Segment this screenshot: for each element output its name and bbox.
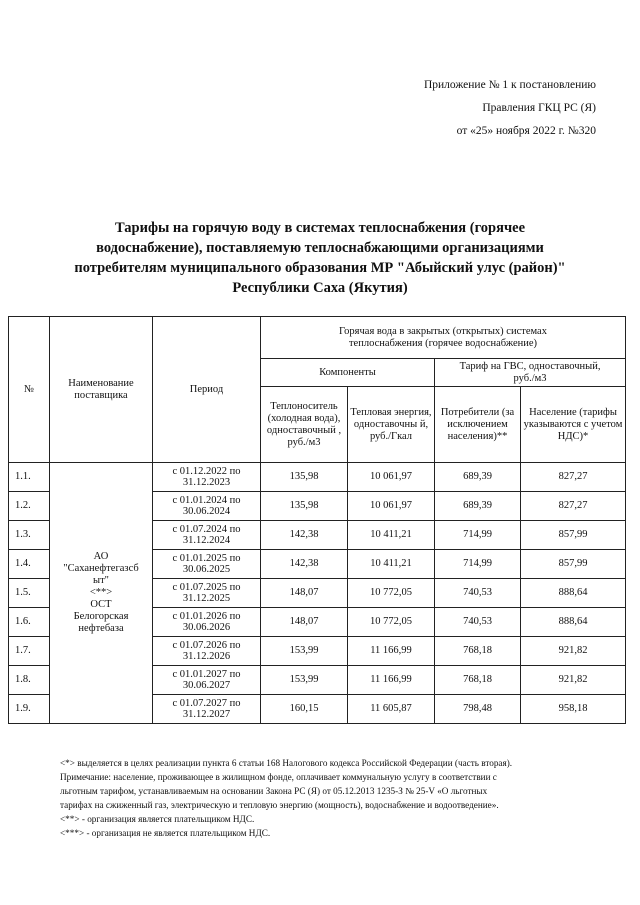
population-value: 921,82 (521, 666, 626, 695)
consumers-value: 689,39 (435, 492, 521, 521)
title-line-4: Республики Саха (Якутия) (232, 280, 408, 296)
period-to: 31.12.2027 (182, 709, 231, 720)
row-num: 1.3. (9, 521, 50, 550)
period-cell (153, 492, 261, 521)
appendix-line-3: от «25» ноября 2022 г. №320 (456, 125, 596, 137)
title-line-3: потребителям муниципального образования МР "Абыйский улус (район)" (74, 260, 566, 276)
row-num: 1.7. (9, 637, 50, 666)
footnote-vat-payer: <**> - организация является плательщиком НДС. (60, 814, 255, 824)
carrier-value: 135,98 (261, 463, 348, 492)
header-carrier: Теплоноситель (холодная вода), одноставочный , руб./м3 (261, 387, 348, 463)
appendix-header (424, 74, 596, 143)
header-tariff-gvs: Тариф на ГВС, одноставочный, руб./м3 (435, 359, 626, 387)
population-value: 857,99 (521, 521, 626, 550)
supplier-line: "Саханефтегазсб (63, 563, 139, 574)
header-components: Компоненты (261, 359, 435, 387)
header-consumers: Потребители (за исключением населения)** (435, 387, 521, 463)
consumers-value: 714,99 (435, 550, 521, 579)
header-hot-water: Горячая вода в закрытых (открытых) системах теплоснабжения (горячее водоснабжение) (261, 317, 626, 359)
energy-value: 11 605,87 (348, 695, 435, 724)
energy-value: 11 166,99 (348, 637, 435, 666)
consumers-value: 689,39 (435, 463, 521, 492)
period-from: с 01.07.2027 по (172, 698, 241, 709)
header-num: № (9, 317, 50, 463)
row-num: 1.8. (9, 666, 50, 695)
period-cell (153, 637, 261, 666)
energy-value: 11 166,99 (348, 666, 435, 695)
consumers-value: 714,99 (435, 521, 521, 550)
footnote-non-vat-payer: <***> - организация не является плательщиком НДС. (60, 828, 271, 838)
period-cell (153, 695, 261, 724)
period-from: с 01.12.2022 по (172, 466, 241, 477)
row-num: 1.4. (9, 550, 50, 579)
carrier-value: 153,99 (261, 666, 348, 695)
period-from: с 01.07.2025 по (172, 582, 241, 593)
energy-value: 10 772,05 (348, 608, 435, 637)
row-num: 1.9. (9, 695, 50, 724)
carrier-value: 160,15 (261, 695, 348, 724)
footnote-remark-3: тарифах на сжиженный газ, электрическую и тепловую энергию (мощность), водоснабжение и водоотведение». (60, 800, 499, 810)
supplier-line: Белогорская (73, 611, 129, 622)
header-period: Период (153, 317, 261, 463)
consumers-value: 768,18 (435, 637, 521, 666)
consumers-value: 768,18 (435, 666, 521, 695)
tariff-table (8, 316, 626, 724)
header-supplier: Наименование поставщика (50, 317, 153, 463)
period-to: 31.12.2023 (182, 477, 231, 488)
carrier-value: 142,38 (261, 521, 348, 550)
consumers-value: 798,48 (435, 695, 521, 724)
consumers-value: 740,53 (435, 579, 521, 608)
period-from: с 01.01.2026 по (172, 611, 241, 622)
energy-value: 10 772,05 (348, 579, 435, 608)
period-from: с 01.01.2025 по (172, 553, 241, 564)
document-title (30, 218, 610, 298)
period-to: 30.06.2025 (182, 564, 231, 575)
period-cell (153, 666, 261, 695)
header-population: Население (тарифы указываются с учетом НДС)* (521, 387, 626, 463)
table-row (9, 463, 626, 492)
footnote-remark-1: Примечание: население, проживающее в жилищном фонде, оплачивает коммунальную услугу в соответствии с (60, 772, 497, 782)
energy-value: 10 061,97 (348, 492, 435, 521)
footnote-remark-2: льготным тарифом, устанавливаемым на основании Закона РС (Я) от 05.12.2013 1235-З № 25-V «О льготных (60, 786, 488, 796)
period-to: 30.06.2026 (182, 622, 231, 633)
title-line-1: Тарифы на горячую воду в системах теплоснабжения (горячее (114, 220, 526, 236)
population-value: 888,64 (521, 579, 626, 608)
period-cell (153, 463, 261, 492)
period-to: 31.12.2026 (182, 651, 231, 662)
footnote-vat-clause: <*> выделяется в целях реализации пункта 6 статьи 168 Налогового кодекса Российской Федерации (часть вторая). (60, 758, 513, 768)
period-to: 31.12.2025 (182, 593, 231, 604)
header-energy: Тепловая энергия, одноставочны й, руб./Гкал (348, 387, 435, 463)
consumers-value: 740,53 (435, 608, 521, 637)
period-from: с 01.01.2027 по (172, 669, 241, 680)
period-to: 30.06.2027 (182, 680, 231, 691)
row-num: 1.1. (9, 463, 50, 492)
population-value: 958,18 (521, 695, 626, 724)
population-value: 827,27 (521, 492, 626, 521)
supplier-line: ОСТ (90, 599, 112, 610)
supplier-line: ыт" (93, 575, 109, 586)
period-cell (153, 608, 261, 637)
period-to: 30.06.2024 (182, 506, 231, 517)
carrier-value: 148,07 (261, 579, 348, 608)
supplier-line: нефтебаза (78, 623, 124, 634)
footnotes (60, 756, 620, 840)
population-value: 921,82 (521, 637, 626, 666)
appendix-line-2: Правления ГКЦ РС (Я) (482, 102, 596, 114)
period-from: с 01.07.2024 по (172, 524, 241, 535)
population-value: 827,27 (521, 463, 626, 492)
period-cell (153, 550, 261, 579)
period-to: 31.12.2024 (182, 535, 231, 546)
row-num: 1.6. (9, 608, 50, 637)
row-num: 1.5. (9, 579, 50, 608)
energy-value: 10 411,21 (348, 550, 435, 579)
carrier-value: 148,07 (261, 608, 348, 637)
row-num: 1.2. (9, 492, 50, 521)
population-value: 857,99 (521, 550, 626, 579)
carrier-value: 153,99 (261, 637, 348, 666)
carrier-value: 142,38 (261, 550, 348, 579)
supplier-line: <**> (89, 587, 113, 598)
period-cell (153, 521, 261, 550)
population-value: 888,64 (521, 608, 626, 637)
energy-value: 10 411,21 (348, 521, 435, 550)
supplier-cell (50, 463, 153, 724)
title-line-2: водоснабжение), поставляемую теплоснабжающими организациями (96, 240, 544, 256)
energy-value: 10 061,97 (348, 463, 435, 492)
carrier-value: 135,98 (261, 492, 348, 521)
period-from: с 01.01.2024 по (172, 495, 241, 506)
appendix-line-1: Приложение № 1 к постановлению (423, 79, 596, 91)
supplier-line: АО (93, 551, 109, 562)
period-from: с 01.07.2026 по (172, 640, 241, 651)
period-cell (153, 579, 261, 608)
